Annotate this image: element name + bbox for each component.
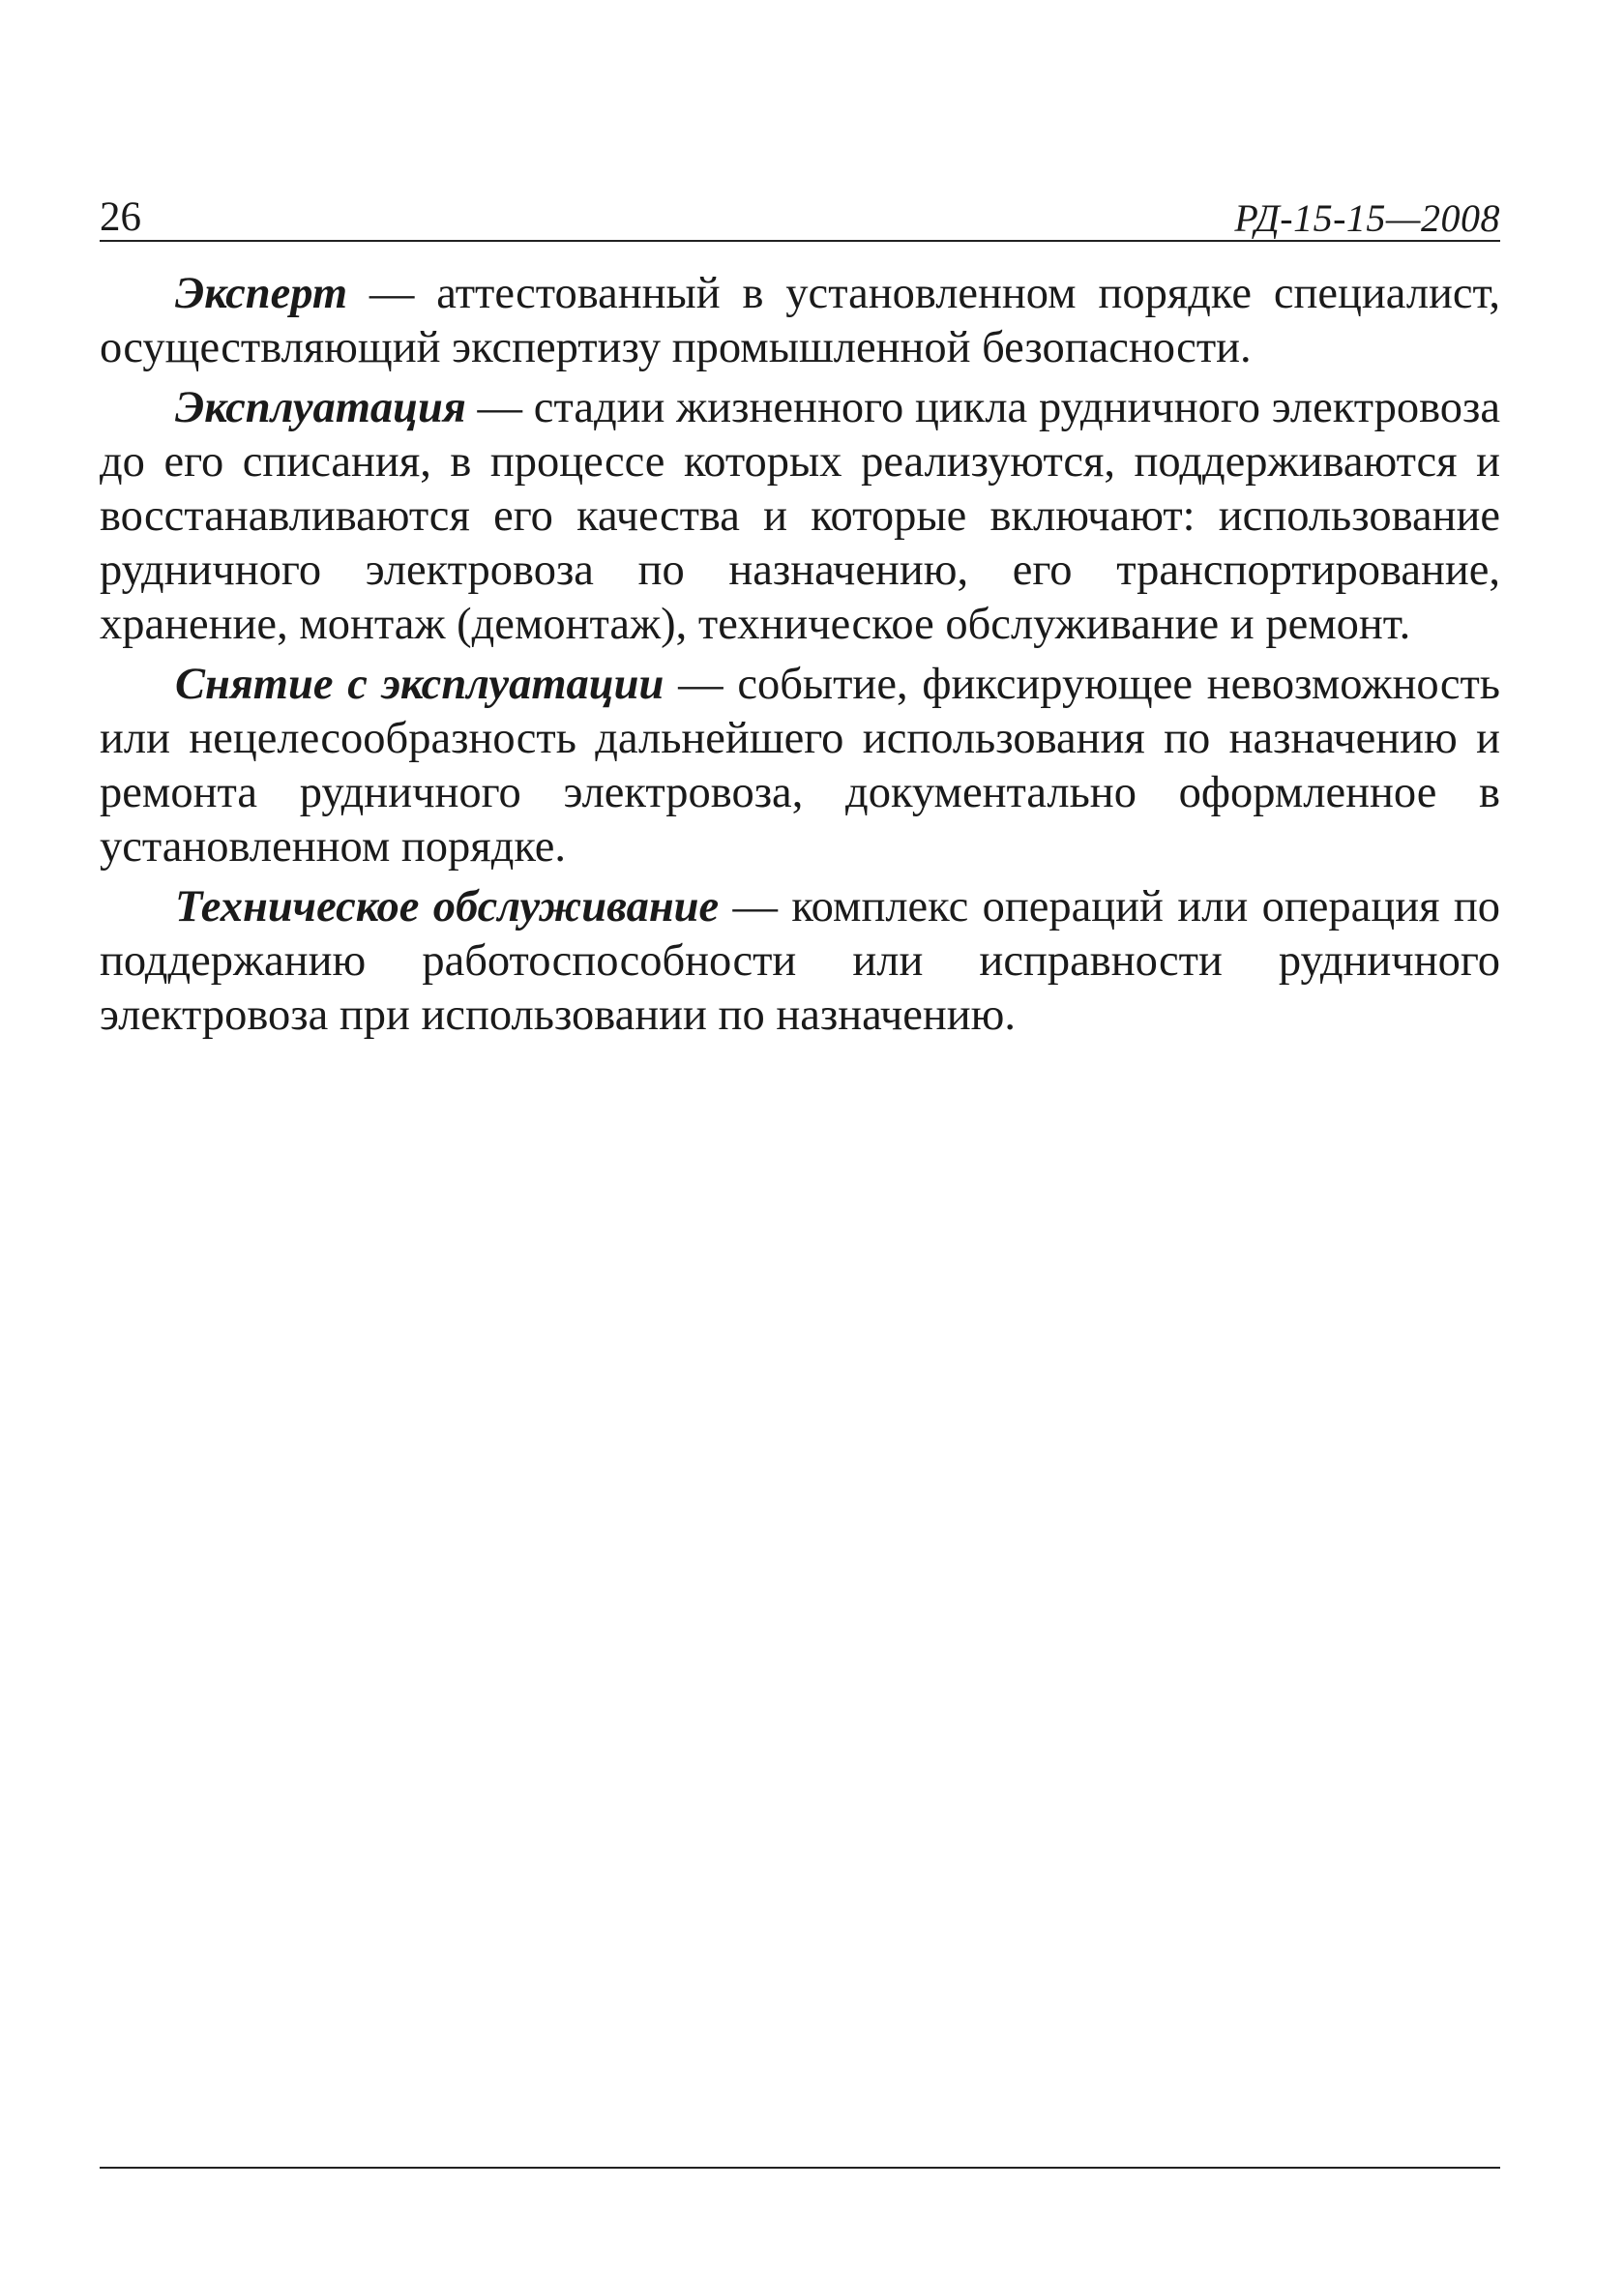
document-code: РД-15-15—2008	[1234, 196, 1500, 240]
definition-text-expert: — аттестованный в установленном порядке специалист, осуществляющий экспертизу промышленной безопасности.	[100, 269, 1500, 372]
definition-text-maintenance: — комплекс операций или операция по поддержанию работоспособности или исправности рудничного электровоза при использовании по назначению.	[100, 882, 1500, 1040]
term-decommissioning: Снятие с эксплуатации	[175, 660, 664, 709]
term-operation: Эксплуатация	[175, 383, 466, 432]
footer-divider	[100, 2167, 1500, 2169]
page-number: 26	[100, 194, 141, 240]
definition-operation	[100, 381, 1500, 652]
running-header	[100, 190, 1500, 242]
term-maintenance: Техническое обслуживание	[175, 882, 720, 932]
definition-maintenance	[100, 880, 1500, 1043]
definition-decommissioning	[100, 658, 1500, 874]
definition-text-operation: — стадии жизненного цикла рудничного электровоза до его списания, в процессе которых реализуются, поддерживаются и восстанавливаются его качества и которые включают: использование рудничного электровоза по назначению, его транспортирование, хранение, монтаж (демонтаж), техническое обслуживание и ремонт.	[100, 383, 1500, 649]
definition-text-decommissioning: — событие, фиксирующее невозможность или нецелесообразность дальнейшего использования по назначению и ремонта рудничного электровоза, документально оформленное в установленном порядке.	[100, 660, 1500, 872]
definition-expert	[100, 267, 1500, 375]
term-expert: Эксперт	[175, 269, 348, 318]
definitions-body	[100, 267, 1500, 1049]
